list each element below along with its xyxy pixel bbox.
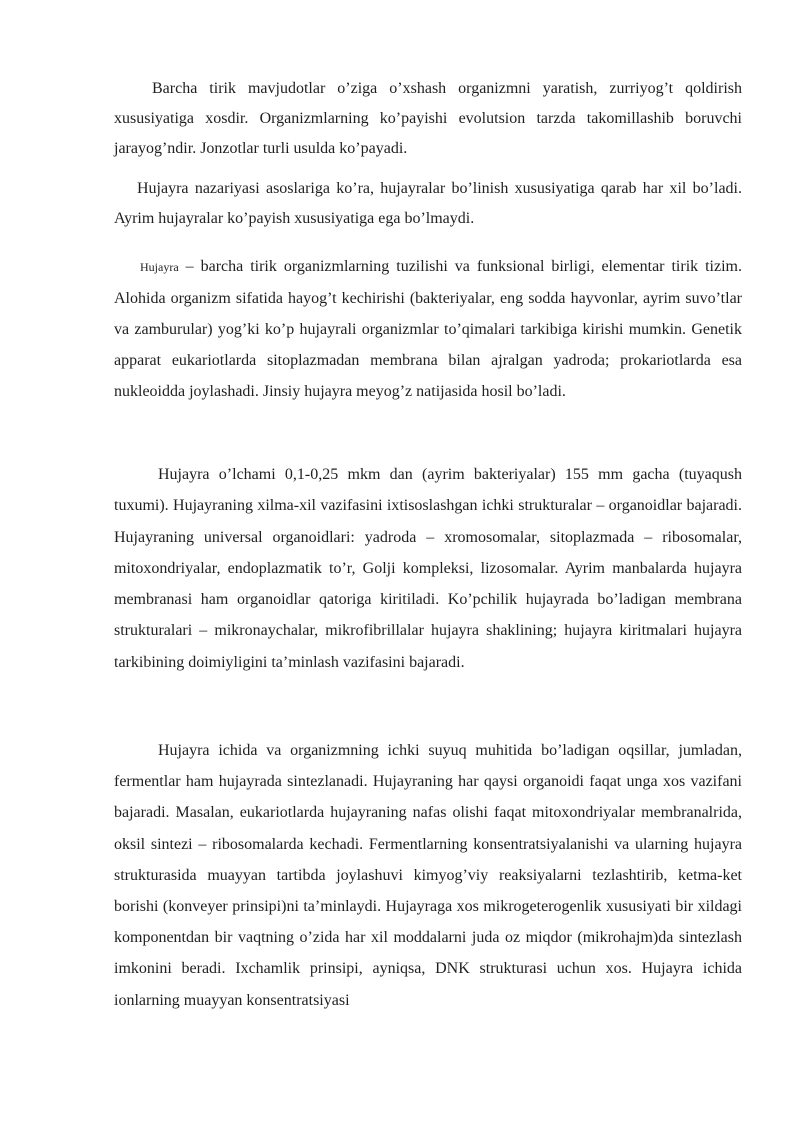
paragraph-body-text: – barcha tirik organizmlarning tuzilishi va funksional birligi, elementar tirik tizim. Alohida organizm sifatida hayog’t kechirishi (bakteriyalar, eng sodda hayvonlar, ayrim suvo’tlar va zamburular) yog’ki ko’p hujayrali organizmlar to’qimalari tarkibiga kirishi mumkin. Genetik apparat eukariotlarda sitoplazmadan membrana bilan ajralgan yadroda; prokariotlarda esa nukleoidda joylashadi. Jinsiy hujayra meyog’z natijasida hosil bo’ladi. xyxy=(114,258,742,400)
paragraph-cell-theory: Hujayra nazariyasi asoslariga ko’ra, hujayralar bo’linish xususiyatiga qarab har xil bo’ladi. Ayrim hujayralar ko’payish xususiyatiga ega bo’lmaydi. xyxy=(114,180,742,227)
paragraph-lead-term: Hujayra xyxy=(140,260,179,274)
paragraph-reproduction-intro: Barcha tirik mavjudotlar o’ziga o’xshash organizmni yaratish, zurriyog’t qoldirish xususiyatiga xosdir. Organizmlarning ko’payishi evolutsion tarzda takomillashib boruvchi jarayog’ndir. Jonzotlar turli usulda ko’payadi. xyxy=(114,80,742,157)
paragraph-cell-size-organoids: Hujayra o’lchami 0,1-0,25 mkm dan (ayrim bakteriyalar) 155 mm gacha (tuyaqush tuxumi). Hujayraning xilma-xil vazifasini ixtisoslashgan ichki strukturalar – organoidlar bajaradi. Hujayraning universal organoidlari: yadroda – xromosomalar, sitoplazmada – ribosomalar, mitoxondriyalar, endoplazmatik to’r, Golji kompleksi, lizosomalar. Ayrim manbalarda hujayra membranasi ham organoidlar qatoriga kiritiladi. Ko’pchilik hujayrada bo’ladigan membrana strukturalari – mikronaychalar, mikrofibrillalar hujayra shaklining; hujayra kiritmalari hujayra tarkibining doimiyligini ta’minlash vazifasini bajaradi. xyxy=(114,466,742,671)
paragraph-cell-definition xyxy=(114,251,742,407)
paragraph-cell-proteins: Hujayra ichida va organizmning ichki suyuq muhitida bo’ladigan oqsillar, jumladan, fermentlar ham hujayrada sintezlanadi. Hujayraning har qaysi organoidi faqat unga xos vazifani bajaradi. Masalan, eukariotlarda hujayraning nafas olishi faqat mitoxondriyalar membranalrida, oksil sintezi – ribosomalarda kechadi. Fermentlarning konsentratsiyalanishi va ularning hujayra strukturasida muayyan tartibda joylashuvi kimyog’viy reaksiyalarni tezlashtirib, ketma-ket borishi (konveyer prinsipi)ni ta’minlaydi. Hujayraga xos mikrogeterogenlik xususiyati bir xildagi komponentdan bir vaqtning o’zida har xil moddalarni juda oz miqdor (mikrohajm)da sintezlash imkonini beradi. Ixchamlik prinsipi, ayniqsa, DNK strukturasi uchun xos. Hujayra ichida ionlarning muayyan konsentratsiyasi xyxy=(114,742,742,1009)
